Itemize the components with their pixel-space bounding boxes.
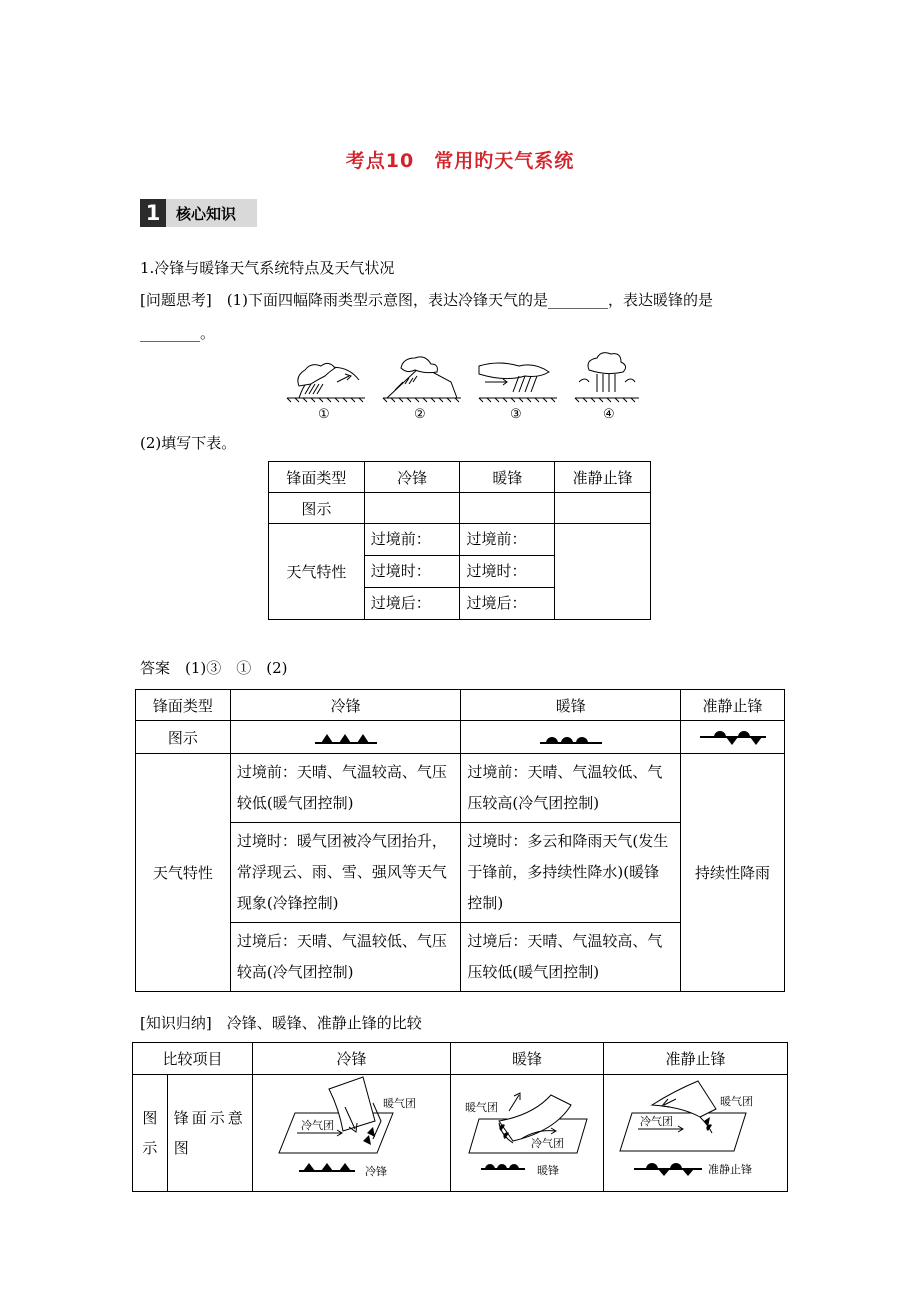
summary-row-group: 图示 xyxy=(133,1075,168,1192)
heading-1: 1.冷锋与暖锋天气系统特点及天气状况 xyxy=(140,259,395,277)
warm-diagram-front-label: 暖锋 xyxy=(536,1164,559,1177)
precipitation-diagrams xyxy=(285,352,645,424)
warm-front-symbol-icon xyxy=(540,729,602,745)
warm-front-diagram xyxy=(451,1075,603,1187)
summary-header-stationary: 准静止锋 xyxy=(603,1043,787,1075)
answer-stationary-weather: 持续性降雨 xyxy=(681,754,785,992)
diagram-label-4: ④ xyxy=(603,407,615,422)
summary-heading: [知识归纳] 冷锋、暖锋、准静止锋的比较 xyxy=(140,1014,422,1032)
summary-header-item: 比较项目 xyxy=(133,1043,253,1075)
question-part-2: (2)填写下表。 xyxy=(140,434,237,452)
cold-front-symbol-icon xyxy=(315,729,377,745)
stat-diagram-front-label: 准静止锋 xyxy=(707,1163,752,1176)
stat-diagram-warm-mass: 暖气团 xyxy=(719,1095,753,1108)
diagram-4 xyxy=(575,353,639,402)
table1-warm-after: 过境后： xyxy=(460,588,555,620)
answer-header-warm: 暖锋 xyxy=(461,690,681,721)
cold-front-diagram xyxy=(253,1075,450,1187)
table1-warm-before: 过境前： xyxy=(460,524,555,556)
table1-warm-during: 过境时： xyxy=(460,556,555,588)
question-line-2: ________。 xyxy=(140,324,216,342)
diagram-label-2: ② xyxy=(414,407,426,422)
answer-table xyxy=(135,689,785,992)
answer-header-cold: 冷锋 xyxy=(230,690,461,721)
answer-label: 答案 (1)③ ① (2) xyxy=(140,659,288,677)
fill-in-table xyxy=(268,461,651,620)
stationary-front-diagram-cell xyxy=(603,1075,787,1192)
stationary-front-diagram xyxy=(604,1075,787,1187)
answer-header-type: 锋面类型 xyxy=(136,690,231,721)
diagram-1 xyxy=(287,363,365,402)
answer-warm-before: 过境前：天晴、气温较低、气压较高(冷气团控制) xyxy=(461,754,681,823)
answer-cold-during: 过境时：暖气团被冷气团抬升，常浮现云、雨、雪、强风等天气现象(冷锋控制) xyxy=(230,823,461,923)
warm-diagram-warm-mass: 暖气团 xyxy=(464,1101,498,1114)
answer-cold-before: 过境前：天晴、气温较高、气压较低(暖气团控制) xyxy=(230,754,461,823)
answer-header-stationary: 准静止锋 xyxy=(681,690,785,721)
table1-icon-label: 图示 xyxy=(269,493,365,524)
table1-blank-cell xyxy=(555,493,651,524)
answer-weather-label: 天气特性 xyxy=(136,754,231,992)
stationary-front-symbol-cell xyxy=(681,721,785,754)
summary-header-cold: 冷锋 xyxy=(252,1043,450,1075)
table1-header-type: 锋面类型 xyxy=(269,462,365,493)
cold-diagram-front-label: 冷锋 xyxy=(364,1165,387,1178)
cold-front-diagram-cell xyxy=(252,1075,450,1192)
cold-front-symbol-cell xyxy=(230,721,461,754)
warm-front-diagram-cell xyxy=(450,1075,603,1192)
answer-icon-label: 图示 xyxy=(136,721,231,754)
answer-warm-after: 过境后：天晴、气温较高、气压较低(暖气团控制) xyxy=(461,923,681,992)
section-label: 核心知识 xyxy=(176,205,237,223)
section-number: 1 xyxy=(140,199,166,227)
cold-diagram-warm-mass: 暖气团 xyxy=(382,1097,416,1110)
table1-weather-label: 天气特性 xyxy=(269,524,365,620)
summary-header-warm: 暖锋 xyxy=(450,1043,603,1075)
table1-header-warm: 暖锋 xyxy=(460,462,555,493)
table1-cold-before: 过境前： xyxy=(364,524,460,556)
table1-header-cold: 冷锋 xyxy=(364,462,460,493)
warm-front-symbol-cell xyxy=(461,721,681,754)
table1-cold-during: 过境时： xyxy=(364,556,460,588)
table1-blank-cell xyxy=(555,524,651,620)
stationary-front-symbol-icon xyxy=(700,726,766,748)
stat-diagram-cold-mass: 冷气团 xyxy=(639,1115,673,1128)
summary-row-label: 锋面示意图 xyxy=(167,1075,252,1192)
diagram-label-3: ③ xyxy=(510,407,522,422)
diagram-label-1: ① xyxy=(318,407,330,422)
question-line-1: [问题思考] (1)下面四幅降雨类型示意图，表达冷锋天气的是________，表达暖锋的是 xyxy=(140,291,713,309)
comparison-table xyxy=(132,1042,788,1192)
diagram-2 xyxy=(383,357,461,402)
table1-cold-after: 过境后： xyxy=(364,588,460,620)
warm-diagram-cold-mass: 冷气团 xyxy=(530,1137,564,1150)
diagram-3 xyxy=(479,363,557,402)
answer-cold-after: 过境后：天晴、气温较低、气压较高(冷气团控制) xyxy=(230,923,461,992)
page-title: 考点10 常用旳天气系统 xyxy=(345,150,575,172)
cold-diagram-cold-mass: 冷气团 xyxy=(300,1119,334,1132)
table1-blank-cell xyxy=(364,493,460,524)
answer-warm-during: 过境时：多云和降雨天气(发生于锋前，多持续性降水)(暖锋控制) xyxy=(461,823,681,923)
table1-blank-cell xyxy=(460,493,555,524)
table1-header-stationary: 准静止锋 xyxy=(555,462,651,493)
